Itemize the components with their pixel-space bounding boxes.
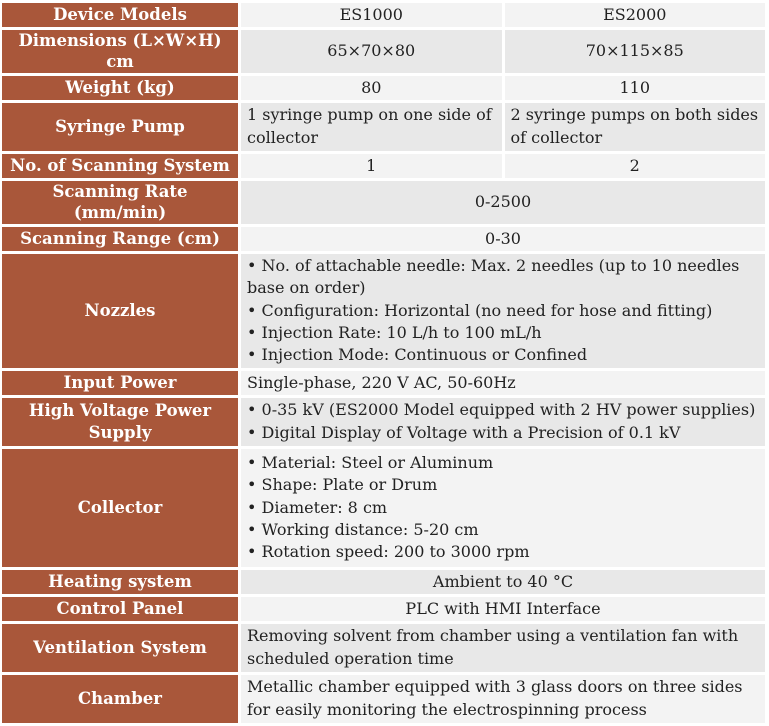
cell-list	[241, 398, 765, 446]
row-control-panel	[2, 597, 765, 621]
cell-value: 0-30	[241, 227, 765, 251]
cell-value: Metallic chamber equipped with 3 glass doors on three sides for easily monitoring the electrospinning process	[241, 675, 765, 723]
list-item: • No. of attachable needle: Max. 2 needles (up to 10 needles base on order)	[247, 255, 740, 298]
cell-value: 0-2500	[241, 181, 765, 224]
cell-value: Removing solvent from chamber using a ventilation fan with scheduled operation time	[241, 624, 765, 672]
cell-es1000: 65×70×80	[241, 30, 502, 73]
row-label: Scanning Range (cm)	[2, 227, 238, 251]
list-item: • Injection Rate: 10 L/h to 100 mL/h	[247, 322, 542, 342]
row-label: Device Models	[2, 3, 238, 27]
row-scanning-range	[2, 227, 765, 251]
row-scanning-rate	[2, 181, 765, 224]
cell-es2000: 110	[505, 76, 766, 100]
row-syringe-pump	[2, 103, 765, 151]
row-label: Syringe Pump	[2, 103, 238, 151]
list-item: • 0-35 kV (ES2000 Model equipped with 2 HV power supplies)	[247, 400, 756, 420]
list-item: • Digital Display of Voltage with a Precision of 0.1 kV	[247, 422, 681, 442]
row-scanning-system	[2, 154, 765, 178]
row-weight	[2, 76, 765, 100]
cell-value: PLC with HMI Interface	[241, 597, 765, 621]
row-label: Dimensions (L×W×H) cm	[2, 30, 238, 73]
row-ventilation-system	[2, 624, 765, 672]
cell-value: Ambient to 40 °C	[241, 570, 765, 594]
list-item: • Diameter: 8 cm	[247, 497, 388, 517]
row-chamber	[2, 675, 765, 723]
row-label: Chamber	[2, 675, 238, 723]
row-label: Weight (kg)	[2, 76, 238, 100]
cell-es1000: 1	[241, 154, 502, 178]
row-nozzles	[2, 254, 765, 368]
list-item: • Shape: Plate or Drum	[247, 475, 438, 495]
list-item: • Injection Mode: Continuous or Confined	[247, 345, 588, 365]
cell-list	[241, 254, 765, 368]
list-item: • Rotation speed: 200 to 3000 rpm	[247, 542, 530, 562]
cell-es1000: 80	[241, 76, 502, 100]
row-input-power	[2, 371, 765, 395]
row-label: No. of Scanning System	[2, 154, 238, 178]
cell-es2000: 2 syringe pumps on both sides of collector	[505, 103, 766, 151]
cell-es2000: ES2000	[505, 3, 766, 27]
row-dimensions	[2, 30, 765, 73]
row-label: Input Power	[2, 371, 238, 395]
list-item: • Working distance: 5-20 cm	[247, 519, 479, 539]
row-label: Nozzles	[2, 254, 238, 368]
row-label: High Voltage Power Supply	[2, 398, 238, 446]
row-hv-power-supply	[2, 398, 765, 446]
cell-es2000: 2	[505, 154, 766, 178]
row-label: Control Panel	[2, 597, 238, 621]
cell-value: Single-phase, 220 V AC, 50-60Hz	[241, 371, 765, 395]
row-device-models	[2, 3, 765, 27]
row-label: Heating system	[2, 570, 238, 594]
row-label: Ventilation System	[2, 624, 238, 672]
cell-es1000: ES1000	[241, 3, 502, 27]
row-label: Scanning Rate (mm/min)	[2, 181, 238, 224]
list-item: • Configuration: Horizontal (no need for hose and fitting)	[247, 300, 713, 320]
cell-list	[241, 449, 765, 567]
list-item: • Material: Steel or Aluminum	[247, 452, 494, 472]
cell-es2000: 70×115×85	[505, 30, 766, 73]
row-label: Collector	[2, 449, 238, 567]
cell-es1000: 1 syringe pump on one side of collector	[241, 103, 502, 151]
row-heating-system	[2, 570, 765, 594]
row-collector	[2, 449, 765, 567]
